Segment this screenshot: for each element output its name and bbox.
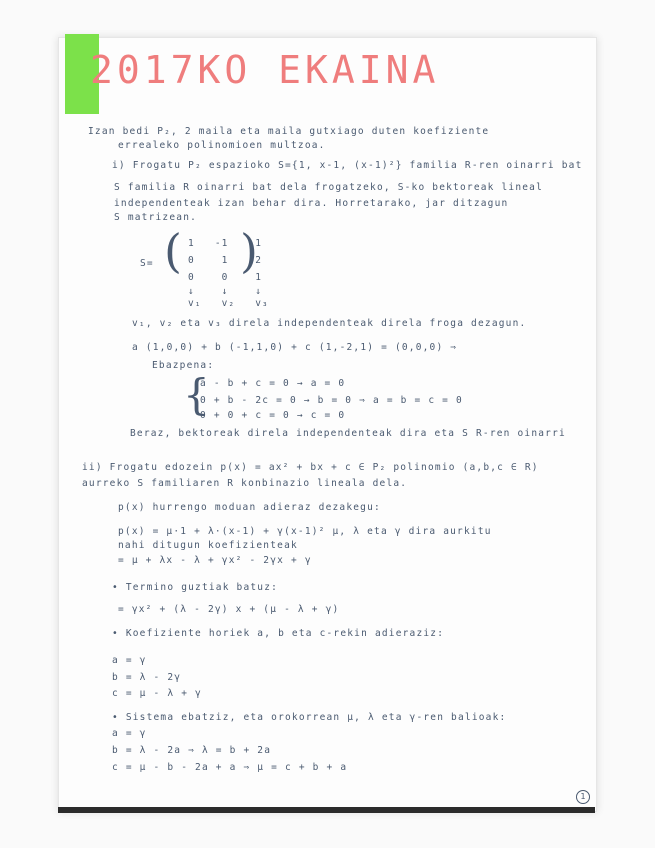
work-line-9: b = λ - 2γ	[112, 672, 182, 683]
work-line-4: = μ + λx - λ + γx² - 2γx + γ	[118, 555, 312, 566]
work-line-6: = γx² + (λ - 2γ) x + (μ - λ + γ)	[118, 604, 340, 615]
matrix-row-1: 1 -1 1	[188, 238, 262, 249]
matrix-left-paren: (	[164, 224, 182, 278]
work-line-1: p(x) hurrengo moduan adieraz dezakegu:	[118, 502, 381, 513]
work-line-14: c = μ - b - 2a + a ⇒ μ = c + b + a	[112, 762, 348, 773]
matrix-column-labels: v₁ v₂ v₃	[188, 298, 269, 309]
matrix-label: S=	[140, 258, 154, 269]
page-bottom-edge	[58, 807, 595, 813]
work-line-2: p(x) = μ·1 + λ·(x-1) + γ(x-1)² μ, λ eta γ dira aurkitu	[118, 526, 492, 537]
matrix-row-3: 0 0 1	[188, 272, 262, 283]
page-number: 1	[576, 790, 590, 804]
matrix-row-2: 0 1 -2	[188, 255, 262, 266]
matrix-arrows: ↓ ↓ ↓	[188, 286, 262, 297]
work-line-12: a = γ	[112, 728, 147, 739]
part-i-line-1: i) Frogatu P₂ espazioko S={1, x-1, (x-1)²} familia R-ren oinarri bat	[112, 160, 583, 171]
part-i-line-2: S familia R oinarri bat dela frogatzeko, S-ko bektoreak lineal	[114, 182, 544, 193]
part-i-line-3: independenteak izan behar dira. Horretarako, jar ditzagun	[114, 198, 509, 209]
work-line-13: b = λ - 2a ⇒ λ = b + 2a	[112, 745, 272, 756]
part-i-line-4: S matrizean.	[114, 212, 198, 223]
system-row-3: 0 + 0 + c = 0 → c = 0	[200, 410, 346, 421]
independence-line-1: v₁, v₂ eta v₃ direla independenteak direla froga dezagun.	[132, 318, 527, 329]
system-row-2: 0 + b - 2c = 0 → b = 0 ⇒ a = b = c = 0	[200, 395, 463, 406]
work-line-10: c = μ - λ + γ	[112, 688, 202, 699]
intro-line-1: Izan bedi P₂, 2 maila eta maila gutxiago duten koefiziente	[88, 126, 490, 137]
work-line-11: • Sistema ebatziz, eta orokorrean μ, λ eta γ-ren balioak:	[112, 712, 507, 723]
part-ii-line-1: ii) Frogatu edozein p(x) = ax² + bx + c ∈ P₂ polinomio (a,b,c ∈ R)	[82, 462, 539, 473]
work-line-7: • Koefiziente horiek a, b eta c-rekin adieraziz:	[112, 628, 445, 639]
conclusion: Beraz, bektoreak direla independenteak dira eta S R-ren oinarri	[130, 428, 566, 439]
work-line-3: nahi ditugun koefizienteak	[118, 540, 298, 551]
independence-equation: a (1,0,0) + b (-1,1,0) + c (1,-2,1) = (0,0,0) ⇒	[132, 342, 458, 353]
part-ii-line-2: aurreko S familiaren R konbinazio lineala dela.	[82, 478, 408, 489]
solution-label: Ebazpena:	[152, 360, 215, 371]
system-row-1: a - b + c = 0 → a = 0	[200, 378, 346, 389]
system-brace: {	[183, 370, 210, 419]
intro-line-2: errealeko polinomioen multzoa.	[118, 140, 326, 151]
work-line-5: • Termino guztiak batuz:	[112, 582, 279, 593]
page-title: 2017KO EKAINA	[90, 48, 440, 92]
work-line-8: a = γ	[112, 655, 147, 666]
matrix-right-paren: )	[240, 224, 258, 278]
